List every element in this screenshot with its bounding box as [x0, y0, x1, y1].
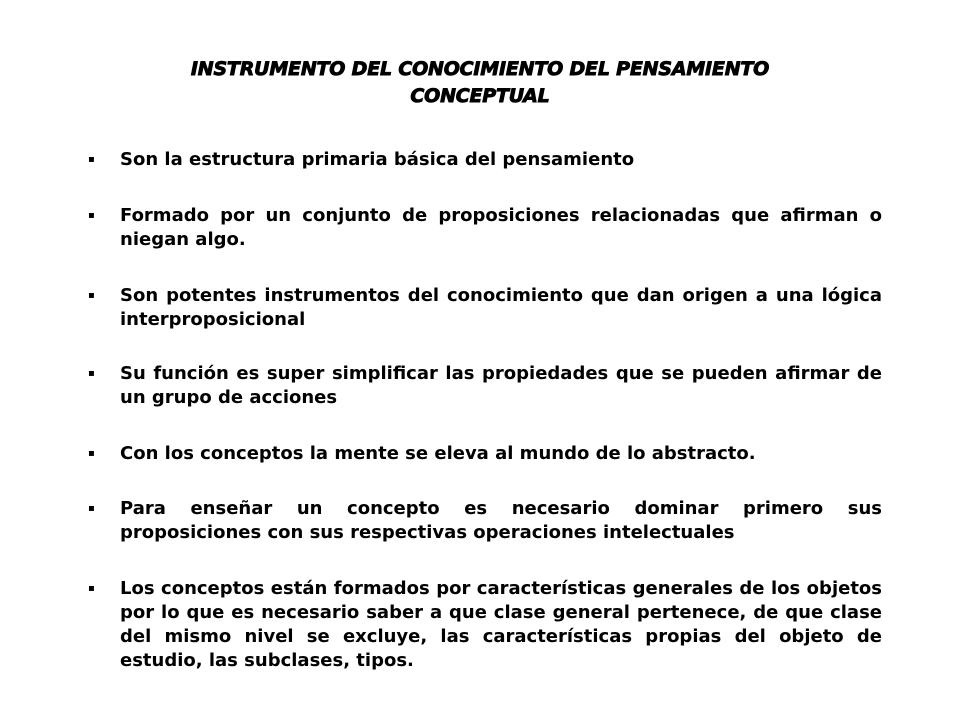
bullet-item — [88, 148, 882, 172]
bullet-square-icon: ▪ — [88, 210, 95, 221]
bullet-item — [88, 577, 882, 673]
bullet-text: Son potentes instrumentos del conocimiento que dan origen a una lógica interproposicional — [120, 285, 882, 330]
bullet-square-icon: ▪ — [88, 448, 95, 459]
bullet-square-icon: ▪ — [88, 290, 95, 301]
bullet-square-icon: ▪ — [88, 368, 95, 379]
bullet-square-icon: ▪ — [88, 503, 95, 514]
slide-title-line-1: INSTRUMENTO DEL CONOCIMIENTO DEL PENSAMIENTO — [190, 58, 770, 80]
bullet-text: Formado por un conjunto de proposiciones relacionadas que afirman o niegan algo. — [120, 205, 882, 250]
bullet-item — [88, 362, 882, 410]
bullet-text: Con los conceptos la mente se eleva al mundo de lo abstracto. — [120, 443, 756, 464]
bullet-square-icon: ▪ — [88, 154, 95, 165]
slide-title — [140, 56, 820, 110]
bullet-text: Los conceptos están formados por características generales de los objetos por lo que es necesario saber a que clase general pertenece, de que clase del mismo nivel se excluye, las características propias del objeto de estudio, las subclases, tipos. — [120, 578, 882, 671]
bullet-square-icon: ▪ — [88, 583, 95, 594]
bullet-text: Su función es super simplificar las propiedades que se pueden afirmar de un grupo de acciones — [120, 363, 882, 408]
bullet-item — [88, 284, 882, 332]
bullet-item — [88, 204, 882, 252]
bullet-text: Para enseñar un concepto es necesario dominar primero sus proposiciones con sus respectivas operaciones intelectuales — [120, 498, 882, 543]
bullet-item — [88, 442, 882, 466]
slide-title-line-2: CONCEPTUAL — [410, 85, 550, 107]
bullet-item — [88, 497, 882, 545]
bullet-text: Son la estructura primaria básica del pensamiento — [120, 149, 635, 170]
